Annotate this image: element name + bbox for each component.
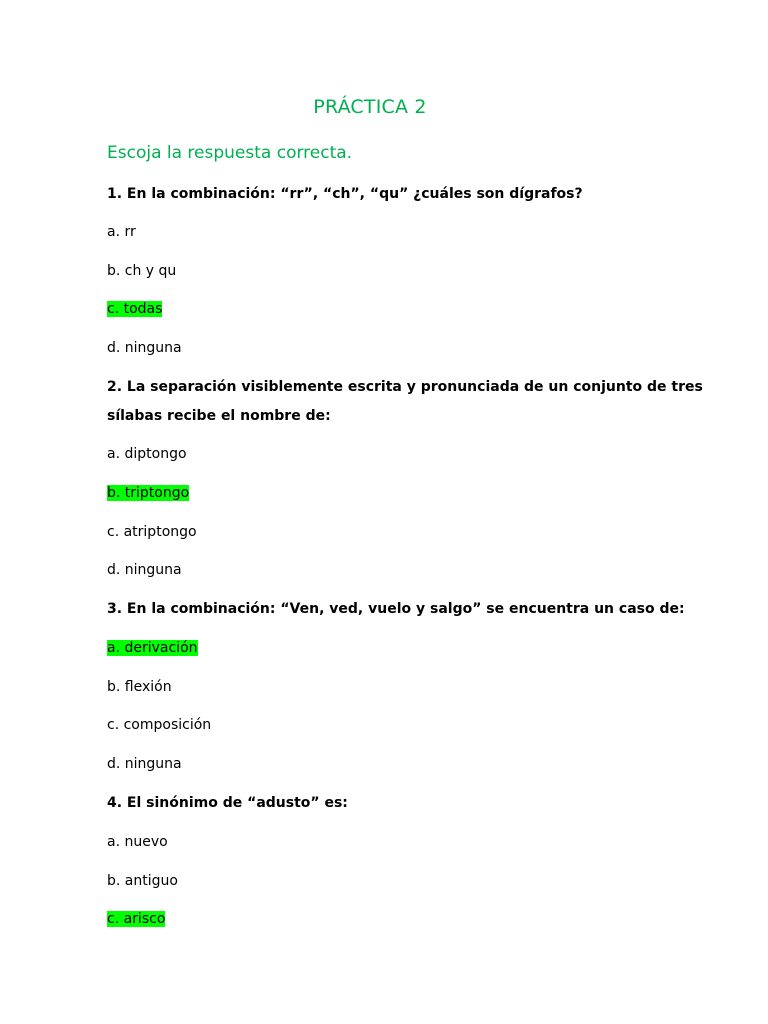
question-4-text: 4. El sinónimo de “adusto” es: [107, 795, 348, 811]
question-2-option-a: a. diptongo [107, 446, 187, 462]
question-4-option-a: a. nuevo [107, 834, 168, 850]
answer-highlight: c. arisco [107, 911, 166, 927]
answer-highlight: c. todas [107, 301, 163, 317]
question-4-option-c-correct [107, 910, 165, 928]
instruction-heading: Escoja la respuesta correcta. [107, 143, 353, 163]
page-title: PRÁCTICA 2 [313, 96, 427, 118]
question-1-option-d: d. ninguna [107, 340, 182, 356]
question-3-option-d: d. ninguna [107, 756, 182, 772]
question-1-option-b: b. ch y qu [107, 263, 177, 279]
question-1-option-a: a. rr [107, 224, 136, 240]
question-3-option-c: c. composición [107, 717, 212, 733]
question-3-option-b: b. flexión [107, 679, 172, 695]
question-1-option-c-correct [107, 300, 162, 318]
question-2-text-line2: sílabas recibe el nombre de: [107, 408, 331, 424]
question-3-text: 3. En la combinación: “Ven, ved, vuelo y salgo” se encuentra un caso de: [107, 601, 685, 617]
question-2-option-b-correct [107, 484, 189, 502]
question-2-text-line1: 2. La separación visiblemente escrita y pronunciada de un conjunto de tres [107, 379, 703, 395]
question-3-option-a-correct [107, 639, 198, 657]
answer-highlight: a. derivación [107, 640, 198, 656]
question-2-option-d: d. ninguna [107, 562, 182, 578]
question-2-option-c: c. atriptongo [107, 524, 197, 540]
question-1-text: 1. En la combinación: “rr”, “ch”, “qu” ¿cuáles son dígrafos? [107, 186, 583, 202]
question-4-option-b: b. antiguo [107, 873, 178, 889]
answer-highlight: b. triptongo [107, 485, 190, 501]
